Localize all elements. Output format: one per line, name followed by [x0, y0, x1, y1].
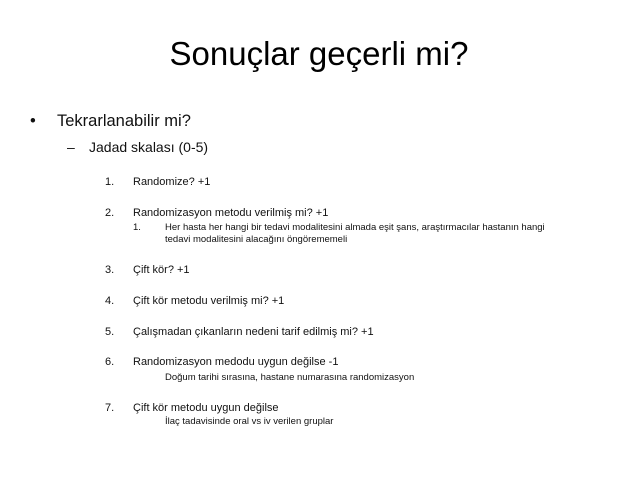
slide-title: Sonuçlar geçerli mi? [169, 35, 469, 72]
list-item-note: İlaç tadavisinde oral vs iv verilen gruplar [165, 416, 334, 427]
list-item-number: 6. [105, 356, 115, 368]
list-item-text: Çalışmadan çıkanların nedeni tarif edilmiş mi? +1 [133, 326, 374, 338]
nested-item-text-line-1: Her hasta her hangi bir tedavi modalitesini almada eşit şans, araştırmacılar hastanın hangi [165, 222, 545, 233]
list-item-text: Çift kör? +1 [133, 264, 190, 276]
list-item-text: Randomizasyon medodu uygun değilse -1 [133, 356, 339, 368]
bullet-marker: • [30, 112, 36, 130]
bullet-point [30, 111, 191, 131]
nested-item-text-line-2: tedavi modalitesini alacağını öngörememeli [165, 234, 348, 245]
list-item-number: 5. [105, 326, 115, 338]
list-item-text: Randomize? +1 [133, 176, 211, 188]
list-item-number: 3. [105, 264, 115, 276]
list-item-number: 7. [105, 402, 115, 414]
list-item-text: Randomizasyon metodu verilmiş mi? +1 [133, 207, 329, 219]
list-item-note: Doğum tarihi sırasına, hastane numarasına randomizasyon [165, 372, 415, 383]
nested-item-number: 1. [133, 222, 141, 233]
bullet-text: Tekrarlanabilir mi? [57, 112, 191, 130]
list-item-number: 1. [105, 176, 115, 188]
list-item-number: 2. [105, 207, 115, 219]
dash-marker: – [67, 139, 75, 155]
sub-bullet-text: Jadad skalası (0-5) [89, 139, 209, 155]
list-item-number: 4. [105, 295, 115, 307]
sub-bullet [67, 138, 208, 156]
list-item-text: Çift kör metodu verilmiş mi? +1 [133, 295, 285, 307]
list-item-text: Çift kör metodu uygun değilse [133, 402, 279, 414]
